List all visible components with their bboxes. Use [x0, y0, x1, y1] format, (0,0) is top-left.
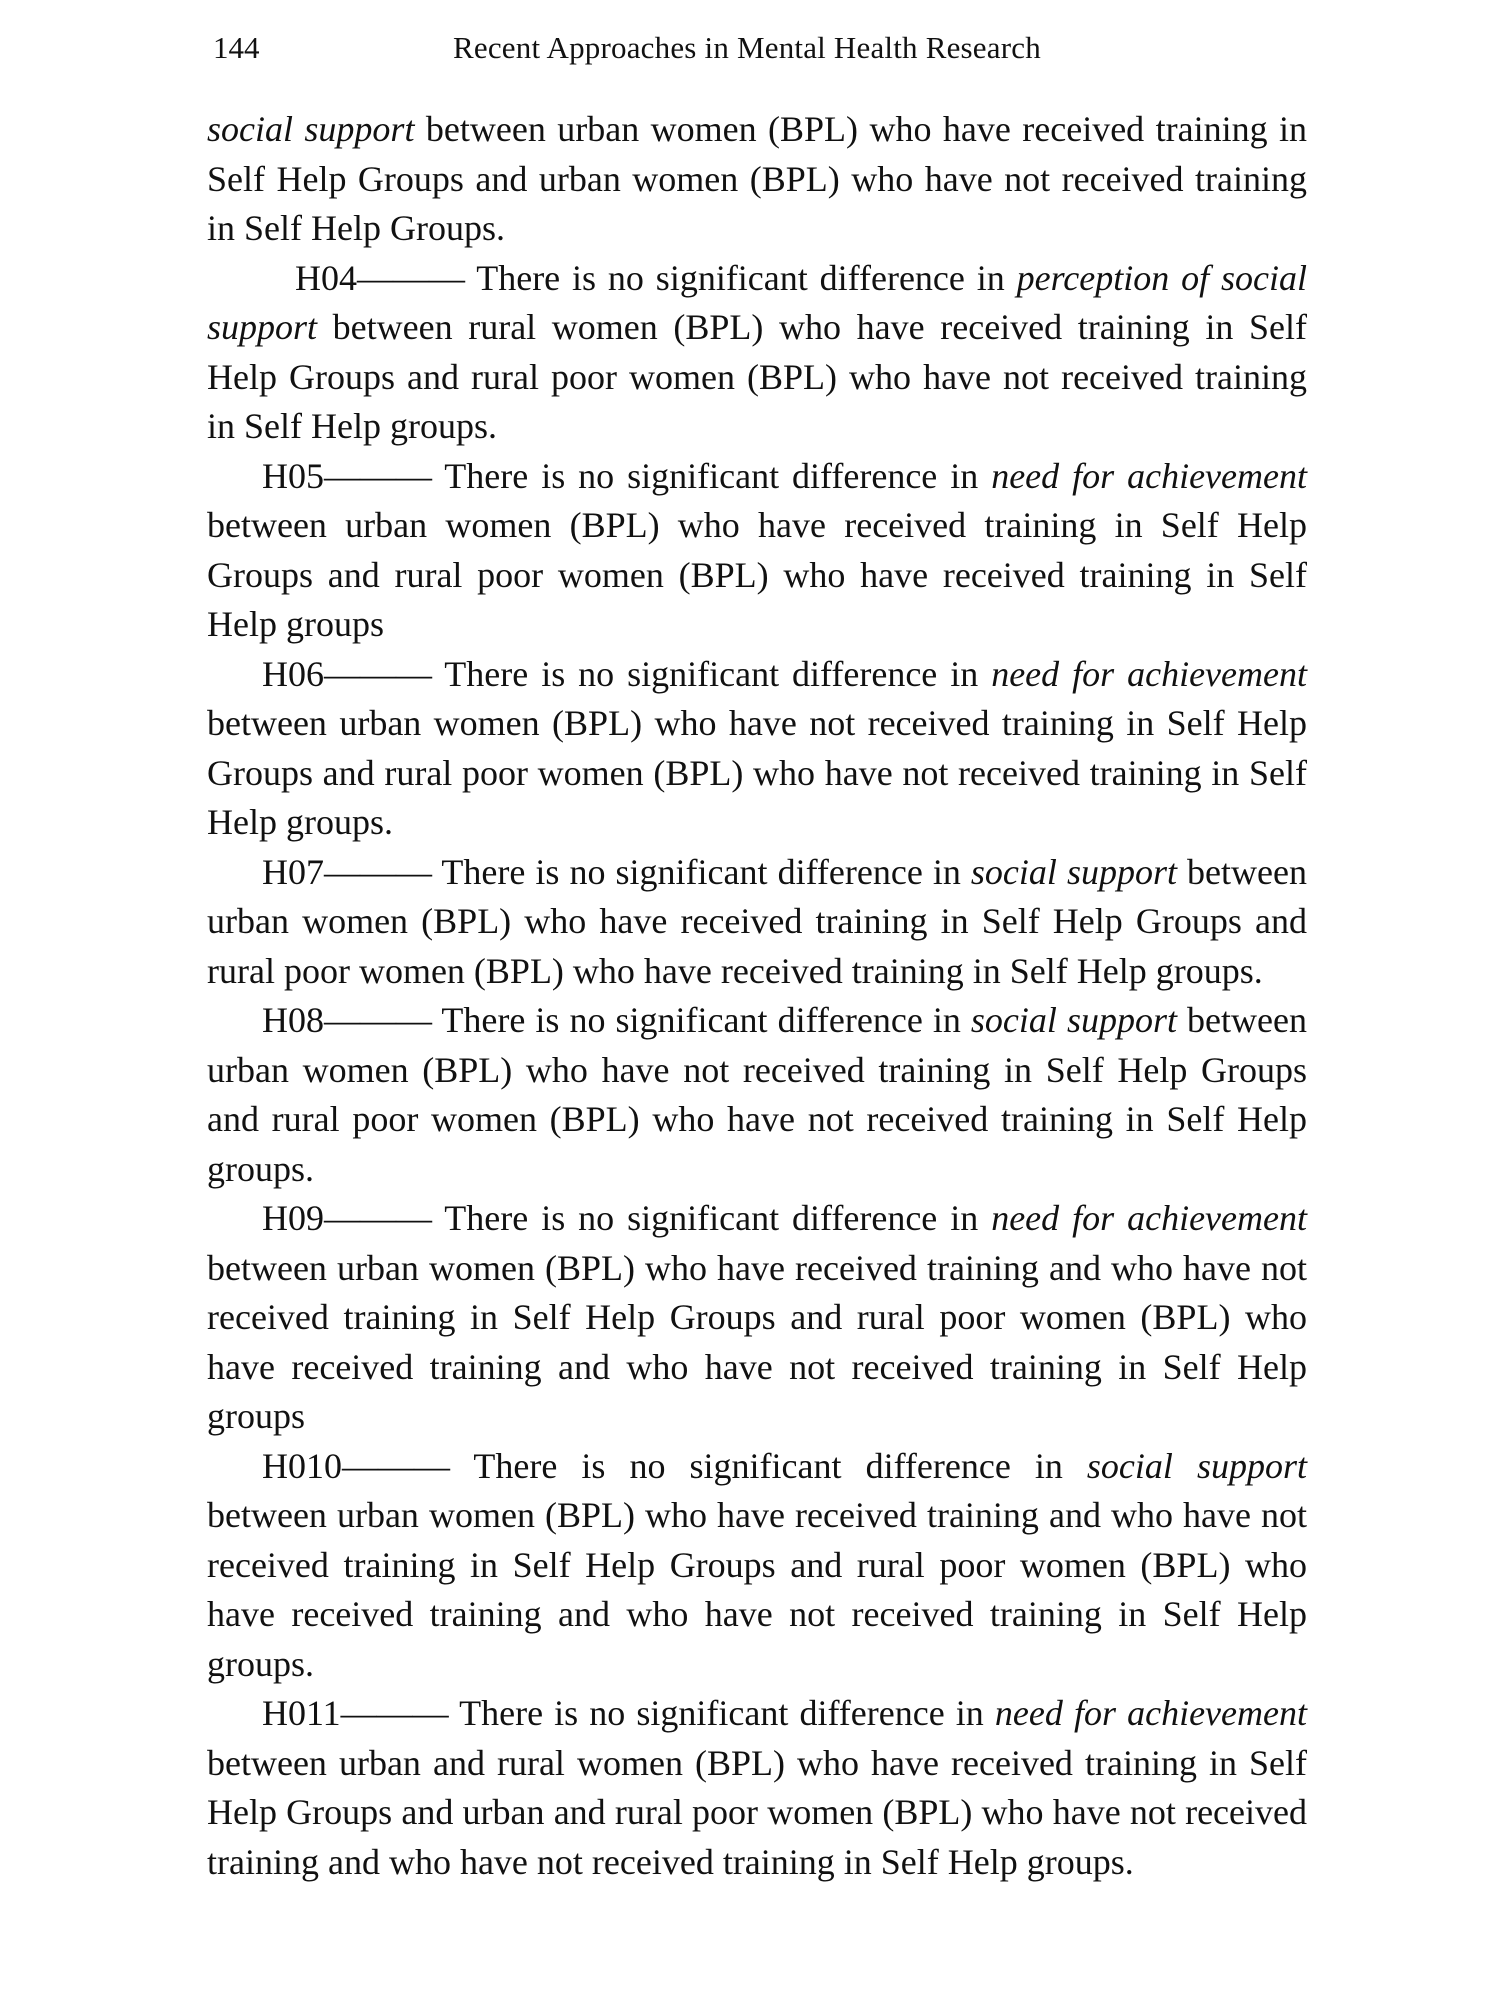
- hypothesis-code: H04: [295, 257, 357, 298]
- hypothesis-dash: ———: [342, 1445, 450, 1486]
- hypothesis-dash: ———: [324, 1198, 432, 1238]
- hypothesis-text: There is no significant difference in: [448, 1693, 995, 1733]
- hypothesis-h09: [207, 1194, 1307, 1442]
- hypothesis-text: between urban and rural women (BPL) who have received training in Self Help Groups and urban and rural poor women (BPL) who have not received training and who have not received training in Self Help groups.: [207, 1742, 1307, 1882]
- hypothesis-dash: ———: [340, 1693, 449, 1733]
- hypothesis-dash: ———: [324, 851, 432, 892]
- hypothesis-text: between urban women (BPL) who have received training in Self Help Groups and rural poor women (BPL) who have received training in Self Help groups.: [207, 851, 1307, 991]
- hypothesis-code: H06: [262, 653, 324, 694]
- hypothesis-code: H09: [262, 1198, 324, 1238]
- hypothesis-emphasis: social support: [1086, 1445, 1307, 1486]
- hypothesis-text: There is no significant difference in: [432, 851, 971, 892]
- hypothesis-h06: [207, 650, 1307, 848]
- hypothesis-text: between urban women (BPL) who have received training and who have not received training in Self Help Groups and rural poor women (BPL) who have received training and who have not received training in Self Help groups.: [207, 1495, 1307, 1684]
- hypothesis-emphasis: need for achievement: [994, 1693, 1307, 1733]
- body-text: [207, 105, 1307, 1887]
- hypothesis-text: between urban women (BPL) who have received training and who have not received training in Self Help Groups and rural poor women (BPL) who have received training and who have not received training in Self Help groups: [207, 1247, 1307, 1436]
- hypothesis-emphasis: perception of social support: [207, 257, 1308, 347]
- hypothesis-h011: [207, 1689, 1307, 1887]
- hypothesis-text: There is no significant difference in: [432, 1000, 971, 1040]
- hypothesis-h07: [207, 848, 1307, 997]
- hypothesis-text: There is no significant difference in: [432, 1198, 992, 1238]
- hypothesis-text: between urban women (BPL) who have not received training in Self Help Groups and rural poor women (BPL) who have not received training in Self Help groups.: [207, 703, 1307, 842]
- hypothesis-emphasis: need for achievement: [991, 653, 1307, 694]
- hypothesis-text: There is no significant difference in: [432, 455, 992, 496]
- hypothesis-emphasis: social support: [970, 1000, 1177, 1040]
- hypothesis-emphasis: need for achievement: [991, 455, 1307, 496]
- hypothesis-text: There is no significant difference in: [432, 653, 992, 694]
- page-header: [213, 30, 1313, 80]
- hypothesis-dash: ———: [324, 455, 432, 496]
- page-number: 144: [213, 30, 260, 65]
- running-title: Recent Approaches in Mental Health Research: [453, 30, 1041, 65]
- hypothesis-text: There is no significant difference in: [465, 257, 1017, 298]
- hypothesis-dash: ———: [324, 653, 432, 694]
- hypothesis-h010: [207, 1442, 1307, 1690]
- continuation-paragraph: [207, 105, 1307, 254]
- hypothesis-emphasis: need for achievement: [991, 1198, 1307, 1238]
- paragraph-text: between urban women (BPL) who have received training in Self Help Groups and urban women (BPL) who have not received training in Self Help Groups.: [207, 109, 1308, 248]
- hypothesis-h05: [207, 452, 1307, 650]
- hypothesis-text: between rural women (BPL) who have received training in Self Help Groups and rural poor women (BPL) who have not received training in Self Help groups.: [207, 307, 1307, 446]
- hypothesis-code: H07: [262, 851, 324, 892]
- hypothesis-text: There is no significant difference in: [450, 1445, 1087, 1486]
- hypothesis-text: between urban women (BPL) who have received training in Self Help Groups and rural poor women (BPL) who have received training in Self Help groups: [207, 505, 1307, 644]
- hypothesis-code: H05: [262, 455, 324, 496]
- emphasis-text: social support: [207, 109, 415, 149]
- hypothesis-code: H08: [262, 1000, 324, 1040]
- hypothesis-text: between urban women (BPL) who have not received training in Self Help Groups and rural poor women (BPL) who have not received training in Self Help groups.: [207, 1000, 1307, 1189]
- hypothesis-dash: ———: [324, 1000, 432, 1040]
- hypothesis-code: H010: [262, 1445, 342, 1486]
- hypothesis-h04: [207, 254, 1307, 452]
- hypothesis-h08: [207, 996, 1307, 1194]
- hypothesis-code: H011: [262, 1693, 341, 1733]
- hypothesis-emphasis: social support: [970, 851, 1177, 892]
- hypothesis-dash: ———: [357, 257, 465, 298]
